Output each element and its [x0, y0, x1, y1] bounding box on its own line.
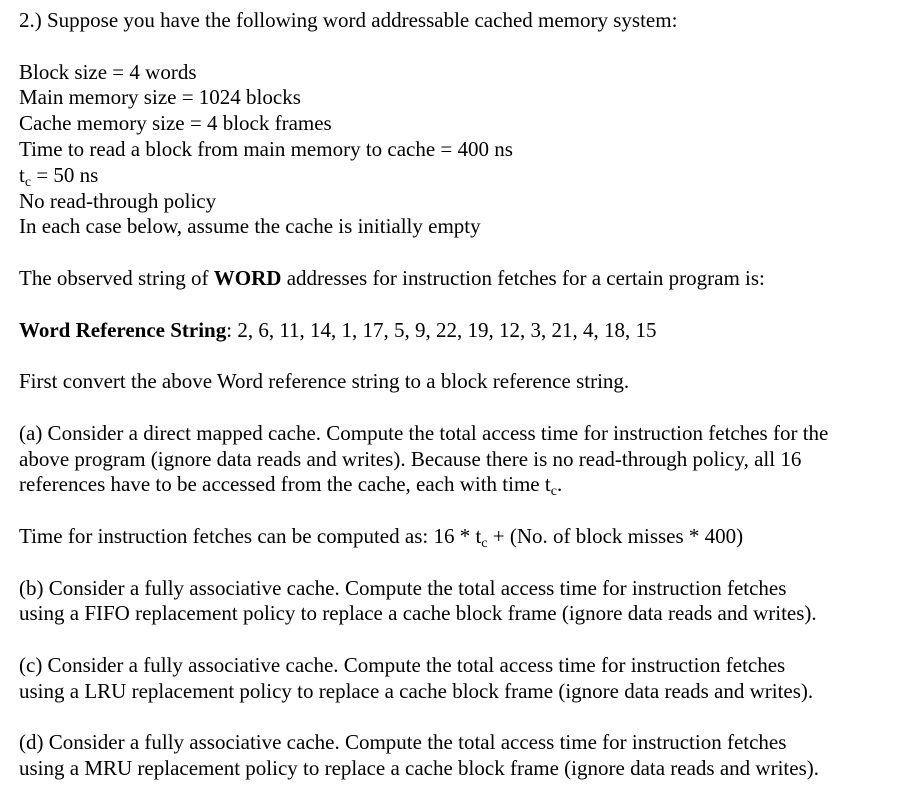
part-c-line-1: (c) Consider a fully associative cache. Compute the total access time for instruction fetches	[19, 652, 786, 677]
question-intro: 2.) Suppose you have the following word addressable cached memory system:	[19, 8, 678, 32]
part-b-line-2: using a FIFO replacement policy to replace a cache block frame (ignore data reads and writes).	[19, 601, 817, 626]
word-reference-string	[19, 318, 909, 344]
spacer	[19, 627, 909, 653]
spec-read-time: Time to read a block from main memory to cache = 400 ns	[19, 136, 513, 161]
tc-subscript: c	[24, 174, 32, 190]
part-a-line-3-text: references have to be accessed from the cache, each with time t	[19, 472, 551, 497]
part-b-line-1: (b) Consider a fully associative cache. Compute the total access time for instruction fetches	[19, 575, 787, 600]
observed-string-text	[19, 266, 909, 292]
tc-subscript: c	[550, 484, 557, 500]
formula-prefix: Time for instruction fetches can be computed as: 16 * t	[19, 523, 482, 548]
spacer	[19, 395, 909, 421]
observed-bold-word: WORD	[213, 265, 282, 290]
part-a-line-1: (a) Consider a direct mapped cache. Compute the total access time for instruction fetches for the	[19, 420, 829, 445]
spec-cache-memory: Cache memory size = 4 block frames	[19, 111, 332, 136]
tc-symbol: t	[19, 162, 25, 187]
system-specs	[19, 60, 909, 241]
period: .	[556, 472, 563, 497]
part-a-line-2: above program (ignore data reads and writes). Because there is no read-through policy, all 16	[19, 446, 802, 471]
part-d-line-2: using a MRU replacement policy to replace a cache block frame (ignore data reads and writes).	[19, 756, 819, 781]
spacer	[19, 34, 909, 60]
part-b	[19, 576, 909, 628]
tc-value: = 50 ns	[31, 162, 99, 187]
formula-suffix: + (No. of block misses * 400)	[487, 523, 744, 548]
observed-prefix: The observed string of	[19, 265, 214, 290]
convert-instruction: First convert the above Word reference string to a block reference string.	[19, 369, 630, 394]
spec-tc	[19, 163, 909, 189]
part-a	[19, 421, 909, 498]
part-c-line-2: using a LRU replacement policy to replace a cache block frame (ignore data reads and writes).	[19, 678, 814, 703]
spacer	[19, 550, 909, 576]
part-a-line-3	[19, 472, 909, 498]
part-d	[19, 730, 909, 782]
formula	[19, 524, 909, 550]
spacer	[19, 292, 909, 318]
spacer	[19, 240, 909, 266]
reference-label: Word Reference String	[19, 317, 227, 342]
reference-values: : 2, 6, 11, 14, 1, 17, 5, 9, 22, 19, 12, 3, 21, 4, 18, 15	[226, 317, 657, 342]
part-c	[19, 653, 909, 705]
part-d-line-1: (d) Consider a fully associative cache. Compute the total access time for instruction fetches	[19, 730, 787, 755]
observed-suffix: addresses for instruction fetches for a certain program is:	[281, 265, 765, 290]
spec-block-size: Block size = 4 words	[19, 59, 197, 84]
spec-read-through: No read-through policy	[19, 188, 217, 213]
spec-empty-cache: In each case below, assume the cache is initially empty	[19, 214, 481, 239]
tc-subscript: c	[481, 535, 488, 551]
spec-main-memory: Main memory size = 1024 blocks	[19, 85, 301, 110]
spacer	[19, 343, 909, 369]
spacer	[19, 498, 909, 524]
spacer	[19, 705, 909, 731]
question-document	[19, 8, 909, 782]
